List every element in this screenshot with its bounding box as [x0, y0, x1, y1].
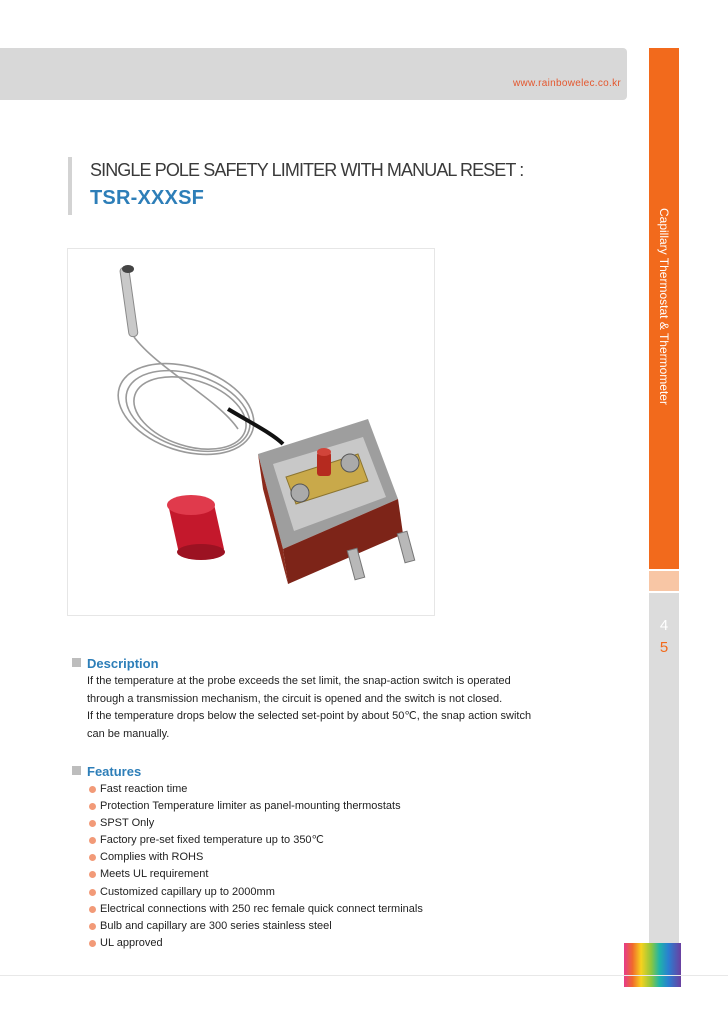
square-bullet-icon — [72, 658, 81, 667]
list-item — [89, 815, 423, 832]
feature-text: Complies with ROHS — [100, 851, 204, 864]
product-photo — [67, 248, 435, 616]
feature-text: Bulb and capillary are 300 series stainless steel — [100, 919, 332, 932]
page-number-left: 4 — [659, 617, 669, 634]
list-item — [89, 849, 423, 866]
bullet-dot-icon — [89, 940, 96, 947]
feature-text: Meets UL requirement — [100, 868, 209, 881]
bullet-dot-icon — [89, 803, 96, 810]
bullet-dot-icon — [89, 820, 96, 827]
thermostat-illustration — [68, 249, 436, 617]
bullet-dot-icon — [89, 906, 96, 913]
feature-text: SPST Only — [100, 817, 155, 830]
list-item — [89, 918, 423, 935]
page-number-right: 5 — [659, 639, 669, 656]
features-heading — [72, 764, 141, 779]
page-title: SINGLE POLE SAFETY LIMITER WITH MANUAL RESET : — [90, 160, 524, 180]
header-band — [0, 48, 627, 100]
description-line: If the temperature at the probe exceeds the set limit, the snap-action switch is operated — [87, 675, 511, 687]
description-line: through a transmission mechanism, the circuit is opened and the switch is not closed. — [87, 692, 503, 705]
rainbow-logo-strip — [624, 943, 681, 987]
description-line: If the temperature drops below the selected set-point by about 50℃, the snap action switch — [87, 710, 532, 722]
feature-text: Factory pre-set fixed temperature up to 350℃ — [100, 834, 324, 847]
website-url[interactable]: www.rainbowelec.co.kr — [513, 78, 622, 89]
description-line: can be manually. — [87, 727, 170, 740]
list-item — [89, 781, 423, 798]
sidebar-label-container — [649, 48, 679, 569]
product-model: TSR-XXXSF — [90, 187, 205, 209]
description-heading-text: Description — [87, 656, 159, 671]
bullet-dot-icon — [89, 923, 96, 930]
feature-text: Electrical connections with 250 rec female quick connect terminals — [100, 902, 423, 915]
square-bullet-icon — [72, 766, 81, 775]
description-heading — [72, 656, 159, 671]
bullet-dot-icon — [89, 889, 96, 896]
list-item — [89, 935, 423, 952]
list-item — [89, 884, 423, 901]
features-heading-text: Features — [87, 764, 142, 779]
features-list — [89, 781, 423, 952]
feature-text: Protection Temperature limiter as panel-mounting thermostats — [100, 800, 401, 813]
list-item — [89, 901, 423, 918]
list-item — [89, 798, 423, 815]
description-body — [87, 673, 557, 743]
bullet-dot-icon — [89, 854, 96, 861]
sidebar-category-label: Capillary Thermostat & Thermometer — [657, 208, 671, 405]
feature-text: Fast reaction time — [100, 783, 188, 795]
sidebar-peach-block — [649, 571, 679, 591]
list-item — [89, 832, 423, 849]
bullet-dot-icon — [89, 837, 96, 844]
title-accent-bar — [68, 157, 72, 215]
feature-text: Customized capillary up to 2000mm — [100, 885, 275, 898]
bullet-dot-icon — [89, 871, 96, 878]
footer-divider — [0, 975, 728, 976]
feature-text: UL approved — [100, 936, 163, 949]
list-item — [89, 866, 423, 883]
bullet-dot-icon — [89, 786, 96, 793]
